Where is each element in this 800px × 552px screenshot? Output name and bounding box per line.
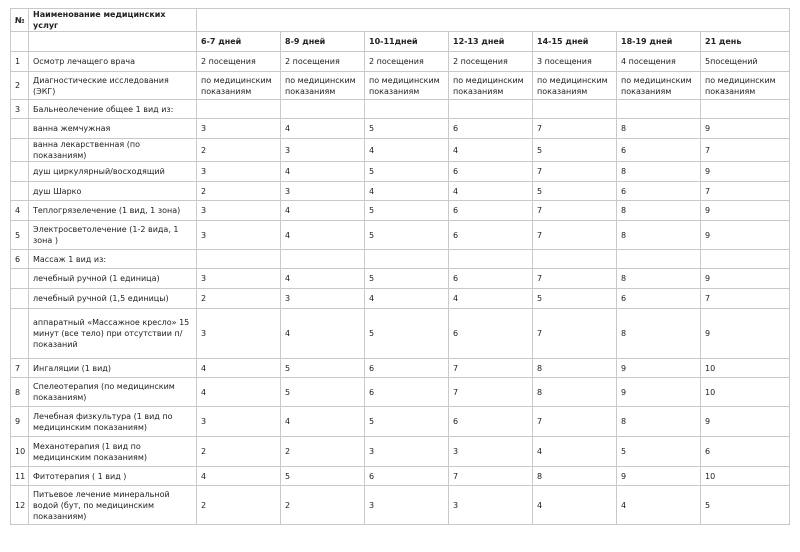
service-name: лечебный ручной (1,5 единицы): [29, 289, 197, 309]
value-cell: 7: [449, 359, 533, 378]
value-cell: 3: [197, 221, 281, 250]
value-cell: [197, 250, 281, 269]
value-cell: 9: [617, 467, 701, 486]
table-row: [11, 119, 790, 139]
value-cell: 4: [197, 467, 281, 486]
value-cell: 2: [197, 437, 281, 467]
value-cell: по медицинским показаниям: [449, 72, 533, 100]
value-cell: 3: [365, 437, 449, 467]
value-cell: [281, 250, 365, 269]
service-name: Фитотерапия ( 1 вид ): [29, 467, 197, 486]
value-cell: 3: [197, 119, 281, 139]
value-cell: 3: [449, 486, 533, 525]
service-name: Питьевое лечение минеральной водой (бут, по медицинским показаниям): [29, 486, 197, 525]
value-cell: 3: [449, 437, 533, 467]
value-cell: 2 посещения: [365, 52, 449, 72]
table-row: [11, 289, 790, 309]
header-row-1: [11, 9, 790, 32]
value-cell: 5: [281, 359, 365, 378]
value-cell: 2 посещения: [281, 52, 365, 72]
value-cell: 3 посещения: [533, 52, 617, 72]
value-cell: по медицинским показаниям: [533, 72, 617, 100]
row-number: [11, 269, 29, 289]
value-cell: 6: [449, 309, 533, 359]
value-cell: 10: [701, 378, 790, 407]
value-cell: [533, 100, 617, 119]
value-cell: 3: [197, 269, 281, 289]
value-cell: по медицинским показаниям: [617, 72, 701, 100]
table-row: [11, 182, 790, 201]
service-name: Электросветолечение (1-2 вида, 1 зона ): [29, 221, 197, 250]
service-name: Механотерапия (1 вид по медицинским показаниям): [29, 437, 197, 467]
table-row: [11, 467, 790, 486]
value-cell: 7: [701, 139, 790, 162]
value-cell: 5: [365, 162, 449, 182]
value-cell: 6: [365, 359, 449, 378]
header-empty-num: [11, 32, 29, 52]
service-name: душ циркулярный/восходящий: [29, 162, 197, 182]
value-cell: 7: [533, 119, 617, 139]
value-cell: 3: [197, 407, 281, 437]
table-row: [11, 309, 790, 359]
table-row: [11, 52, 790, 72]
row-number: 3: [11, 100, 29, 119]
value-cell: [365, 100, 449, 119]
table-row: [11, 359, 790, 378]
value-cell: 7: [533, 221, 617, 250]
value-cell: 2: [197, 139, 281, 162]
day-header: 14-15 дней: [533, 32, 617, 52]
value-cell: 6: [449, 221, 533, 250]
value-cell: 7: [533, 407, 617, 437]
value-cell: 6: [449, 162, 533, 182]
value-cell: 5: [533, 182, 617, 201]
value-cell: 8: [533, 467, 617, 486]
row-number: 1: [11, 52, 29, 72]
value-cell: 4: [365, 289, 449, 309]
row-number: 2: [11, 72, 29, 100]
value-cell: 7: [701, 289, 790, 309]
value-cell: [449, 250, 533, 269]
service-name: ванна лекарственная (по показаниям): [29, 139, 197, 162]
value-cell: 7: [701, 182, 790, 201]
value-cell: 6: [365, 467, 449, 486]
table-row: [11, 139, 790, 162]
value-cell: 3: [197, 309, 281, 359]
value-cell: 8: [617, 407, 701, 437]
value-cell: 9: [701, 221, 790, 250]
value-cell: [449, 100, 533, 119]
value-cell: [533, 250, 617, 269]
value-cell: 7: [449, 378, 533, 407]
value-cell: 3: [365, 486, 449, 525]
service-name: Теплогрязелечение (1 вид, 1 зона): [29, 201, 197, 221]
value-cell: 5: [533, 139, 617, 162]
value-cell: 5: [365, 407, 449, 437]
value-cell: по медицинским показаниям: [701, 72, 790, 100]
value-cell: 2: [281, 486, 365, 525]
value-cell: 4: [449, 139, 533, 162]
service-name: душ Шарко: [29, 182, 197, 201]
value-cell: 6: [449, 119, 533, 139]
value-cell: 10: [701, 467, 790, 486]
value-cell: 5: [365, 309, 449, 359]
value-cell: 6: [617, 182, 701, 201]
row-number: [11, 162, 29, 182]
value-cell: 6: [449, 201, 533, 221]
value-cell: 4: [281, 269, 365, 289]
value-cell: по медицинским показаниям: [197, 72, 281, 100]
num-header: №: [11, 9, 29, 32]
value-cell: 5: [365, 119, 449, 139]
value-cell: [617, 100, 701, 119]
value-cell: 4: [533, 486, 617, 525]
service-name: Осмотр лечащего врача: [29, 52, 197, 72]
value-cell: 5: [365, 201, 449, 221]
value-cell: 6: [365, 378, 449, 407]
value-cell: 4: [281, 309, 365, 359]
value-cell: 4: [281, 221, 365, 250]
value-cell: 3: [197, 201, 281, 221]
value-cell: 8: [617, 201, 701, 221]
value-cell: 7: [533, 269, 617, 289]
value-cell: 8: [617, 119, 701, 139]
value-cell: 4: [365, 139, 449, 162]
row-number: 6: [11, 250, 29, 269]
value-cell: 5: [701, 486, 790, 525]
value-cell: 5: [281, 467, 365, 486]
table-row: [11, 437, 790, 467]
row-number: [11, 309, 29, 359]
row-number: [11, 289, 29, 309]
value-cell: [617, 250, 701, 269]
value-cell: 6: [449, 269, 533, 289]
value-cell: 4: [365, 182, 449, 201]
value-cell: 2 посещения: [197, 52, 281, 72]
day-header: 6-7 дней: [197, 32, 281, 52]
value-cell: по медицинским показаниям: [365, 72, 449, 100]
value-cell: 4: [449, 182, 533, 201]
row-number: 11: [11, 467, 29, 486]
row-number: 4: [11, 201, 29, 221]
value-cell: 4: [449, 289, 533, 309]
value-cell: 4: [281, 119, 365, 139]
row-number: 7: [11, 359, 29, 378]
value-cell: 9: [701, 201, 790, 221]
service-name: Лечебная физкультура (1 вид по медицинским показаниям): [29, 407, 197, 437]
value-cell: 4: [281, 407, 365, 437]
value-cell: 7: [533, 309, 617, 359]
value-cell: 9: [701, 162, 790, 182]
value-cell: 4: [281, 201, 365, 221]
service-name: ванна жемчужная: [29, 119, 197, 139]
value-cell: [365, 250, 449, 269]
value-cell: 3: [281, 139, 365, 162]
day-header: 12-13 дней: [449, 32, 533, 52]
day-header: 18-19 дней: [617, 32, 701, 52]
table-row: [11, 72, 790, 100]
value-cell: 10: [701, 359, 790, 378]
row-number: 12: [11, 486, 29, 525]
value-cell: 5: [533, 289, 617, 309]
day-header: 10-11дней: [365, 32, 449, 52]
value-cell: 6: [617, 289, 701, 309]
table-row: [11, 221, 790, 250]
value-cell: 3: [281, 289, 365, 309]
value-cell: 4: [197, 378, 281, 407]
value-cell: 6: [701, 437, 790, 467]
value-cell: 6: [449, 407, 533, 437]
value-cell: 8: [617, 221, 701, 250]
row-number: 9: [11, 407, 29, 437]
table-row: [11, 100, 790, 119]
value-cell: 9: [701, 407, 790, 437]
value-cell: 8: [617, 162, 701, 182]
value-cell: [281, 100, 365, 119]
value-cell: 9: [617, 378, 701, 407]
row-number: [11, 139, 29, 162]
header-empty-service: [29, 32, 197, 52]
service-name: Спелеотерапия (по медицинским показаниям): [29, 378, 197, 407]
value-cell: 2: [197, 289, 281, 309]
value-cell: 2 посещения: [449, 52, 533, 72]
value-cell: 7: [533, 201, 617, 221]
service-name: лечебный ручной (1 единица): [29, 269, 197, 289]
header-row-2: [11, 32, 790, 52]
services-table: [10, 8, 790, 525]
value-cell: [701, 250, 790, 269]
service-name: Диагностические исследования (ЭКГ): [29, 72, 197, 100]
table-row: [11, 486, 790, 525]
value-cell: 8: [617, 269, 701, 289]
value-cell: 6: [617, 139, 701, 162]
value-cell: [197, 100, 281, 119]
value-cell: 8: [533, 378, 617, 407]
table-row: [11, 201, 790, 221]
value-cell: 4: [281, 162, 365, 182]
value-cell: 9: [701, 309, 790, 359]
service-name: Ингаляции (1 вид): [29, 359, 197, 378]
value-cell: 2: [197, 486, 281, 525]
service-name: аппаратный «Массажное кресло» 15 минут (все тело) при отсутствии п/показаний: [29, 309, 197, 359]
day-header: 8-9 дней: [281, 32, 365, 52]
header-blank: [197, 9, 790, 32]
row-number: 10: [11, 437, 29, 467]
row-number: 5: [11, 221, 29, 250]
value-cell: 5посещений: [701, 52, 790, 72]
table-row: [11, 407, 790, 437]
row-number: [11, 119, 29, 139]
service-name: Бальнеолечение общее 1 вид из:: [29, 100, 197, 119]
service-header: Наименование медицинских услуг: [29, 9, 197, 32]
value-cell: 7: [449, 467, 533, 486]
value-cell: 8: [617, 309, 701, 359]
value-cell: [701, 100, 790, 119]
value-cell: 7: [533, 162, 617, 182]
value-cell: по медицинским показаниям: [281, 72, 365, 100]
value-cell: 2: [281, 437, 365, 467]
value-cell: 4: [617, 486, 701, 525]
row-number: [11, 182, 29, 201]
value-cell: 9: [701, 119, 790, 139]
value-cell: 4 посещения: [617, 52, 701, 72]
value-cell: 5: [365, 269, 449, 289]
service-name: Массаж 1 вид из:: [29, 250, 197, 269]
value-cell: 3: [281, 182, 365, 201]
value-cell: 4: [197, 359, 281, 378]
table-row: [11, 162, 790, 182]
table-row: [11, 250, 790, 269]
day-header: 21 день: [701, 32, 790, 52]
value-cell: 4: [533, 437, 617, 467]
value-cell: 2: [197, 182, 281, 201]
table-row: [11, 378, 790, 407]
value-cell: 9: [617, 359, 701, 378]
value-cell: 9: [701, 269, 790, 289]
value-cell: 5: [365, 221, 449, 250]
value-cell: 5: [617, 437, 701, 467]
value-cell: 8: [533, 359, 617, 378]
value-cell: 5: [281, 378, 365, 407]
table-row: [11, 269, 790, 289]
row-number: 8: [11, 378, 29, 407]
value-cell: 3: [197, 162, 281, 182]
